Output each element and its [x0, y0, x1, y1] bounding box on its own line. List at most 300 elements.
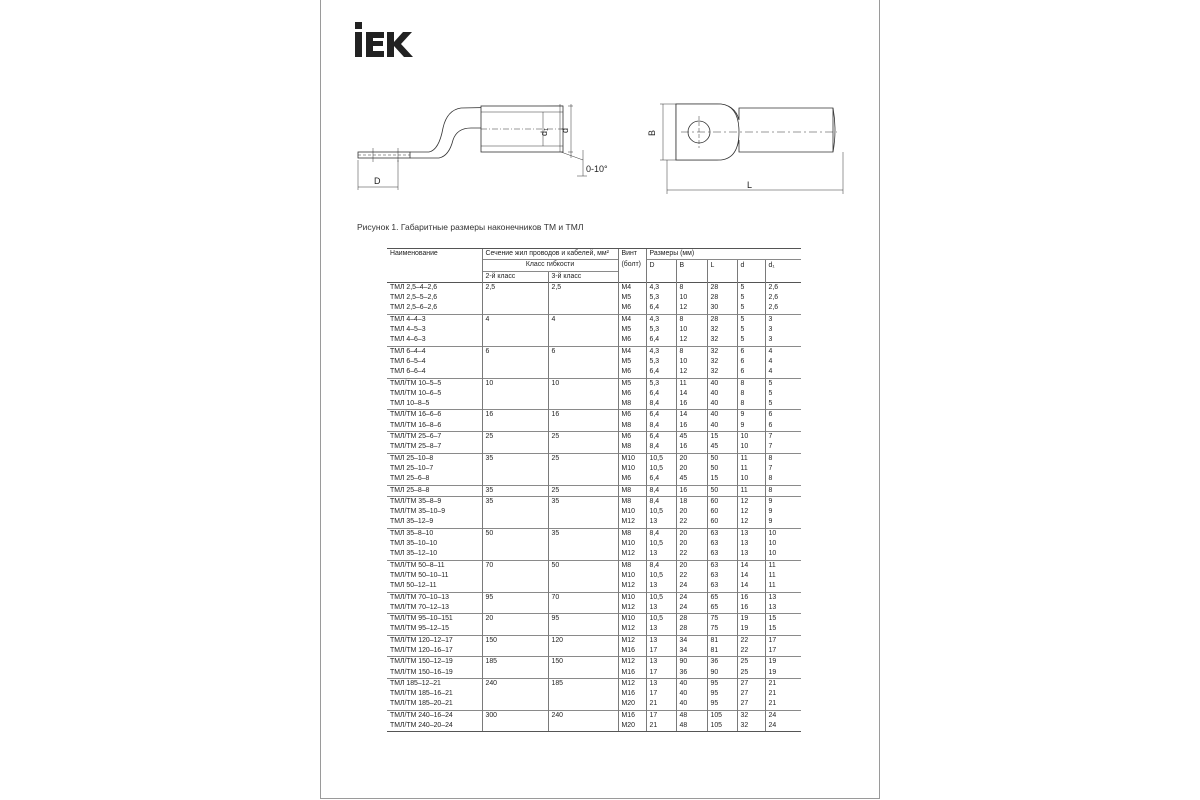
- cell-class3: [548, 624, 618, 635]
- cell-B: 40: [676, 699, 707, 710]
- cell-d1: 5: [765, 378, 801, 389]
- cell-D: 17: [646, 689, 676, 699]
- cell-class2: [482, 293, 548, 303]
- cell-D: 6,4: [646, 303, 676, 314]
- cell-screw: М8: [618, 528, 646, 539]
- cell-B: 34: [676, 635, 707, 646]
- cell-d1: 5: [765, 399, 801, 410]
- cell-D: 4,3: [646, 346, 676, 357]
- cell-class2: [482, 474, 548, 485]
- cell-name: ТМЛ/ТМ 35–10–9: [390, 508, 446, 516]
- cell-d: 27: [737, 678, 765, 689]
- cell-d: 14: [737, 581, 765, 592]
- cell-name: ТМЛ/ТМ 95–10–151: [387, 614, 482, 625]
- cell-class2: 185: [482, 657, 548, 668]
- cell-d: 32: [737, 710, 765, 721]
- cell-class2: [482, 399, 548, 410]
- cell-class3: [548, 442, 618, 453]
- cell-B: 45: [676, 432, 707, 443]
- header-name-cont2: [387, 271, 482, 282]
- cell-class2: [482, 464, 548, 474]
- cell-d: 10: [737, 432, 765, 443]
- cell-class2: 95: [482, 592, 548, 603]
- cell-class2: [482, 539, 548, 549]
- cell-name: ТМЛ/ТМ 120–12–17: [387, 635, 482, 646]
- cell-d1: 8: [765, 474, 801, 485]
- cell-name: ТМЛ 35–12–10: [390, 550, 438, 558]
- cell-L: 36: [707, 657, 737, 668]
- cell-name: ТМЛ/ТМ 150–16–19: [390, 668, 453, 676]
- cell-d: 6: [737, 357, 765, 367]
- cell-class3: [548, 303, 618, 314]
- header-class3: 3-й класс: [548, 271, 618, 282]
- table-header-row-1: [387, 249, 801, 260]
- cell-D: 8,4: [646, 421, 676, 432]
- table-row: [387, 432, 801, 443]
- cell-d: 5: [737, 325, 765, 335]
- cell-B: 14: [676, 389, 707, 399]
- cell-name: ТМЛ 2,5–5–2,6: [390, 294, 438, 302]
- cell-d1: 4: [765, 346, 801, 357]
- cell-screw: М6: [618, 389, 646, 399]
- cell-d: 19: [737, 614, 765, 625]
- cell-class2: [482, 549, 548, 560]
- cell-d1: 2,6: [765, 282, 801, 293]
- cell-class2: 35: [482, 453, 548, 464]
- table-header-row-3: [387, 271, 801, 282]
- cell-name: ТМЛ/ТМ 50–10–11: [390, 571, 449, 579]
- cell-d1: 2,6: [765, 303, 801, 314]
- cell-name: ТМЛ/ТМ 16–6–6: [387, 410, 482, 421]
- cell-class3: [548, 367, 618, 378]
- cell-screw: М12: [618, 517, 646, 528]
- cell-screw: М12: [618, 657, 646, 668]
- cell-class2: [482, 571, 548, 581]
- cell-B: 22: [676, 549, 707, 560]
- cell-d1: 10: [765, 549, 801, 560]
- cell-class3: [548, 399, 618, 410]
- header-section: Сечение жил проводов и кабелей, мм²: [482, 249, 618, 260]
- cell-D: 13: [646, 581, 676, 592]
- cell-screw: М16: [618, 710, 646, 721]
- cell-D: 6,4: [646, 432, 676, 443]
- cell-name: ТМЛ 6–6–4: [390, 368, 426, 376]
- cell-d: 12: [737, 496, 765, 507]
- cell-class2: [482, 367, 548, 378]
- cell-D: 13: [646, 678, 676, 689]
- cell-D: 4,3: [646, 314, 676, 325]
- cell-d1: 9: [765, 507, 801, 517]
- cell-B: 16: [676, 442, 707, 453]
- header-screw-cont: [618, 271, 646, 282]
- table-row: [387, 592, 801, 603]
- cell-B: 90: [676, 657, 707, 668]
- table-row: [387, 581, 801, 592]
- header-d1: d₁: [765, 260, 801, 271]
- cell-class2: [482, 507, 548, 517]
- cell-B: 48: [676, 710, 707, 721]
- cell-class2: [482, 357, 548, 367]
- cell-class3: 4: [548, 314, 618, 325]
- cell-class3: 70: [548, 592, 618, 603]
- cell-L: 50: [707, 453, 737, 464]
- cell-D: 8,4: [646, 560, 676, 571]
- table-row: [387, 421, 801, 432]
- cell-L: 81: [707, 635, 737, 646]
- cell-name: ТМЛ/ТМ 70–10–13: [387, 592, 482, 603]
- cell-d: 5: [737, 303, 765, 314]
- cell-L: 40: [707, 389, 737, 399]
- table-row: [387, 571, 801, 581]
- cell-name: ТМЛ/ТМ 70–12–13: [390, 603, 449, 611]
- cell-screw: М10: [618, 539, 646, 549]
- cell-D: 10,5: [646, 464, 676, 474]
- cell-D: 10,5: [646, 571, 676, 581]
- cell-screw: М5: [618, 293, 646, 303]
- cell-screw: М10: [618, 614, 646, 625]
- cell-name: ТМЛ 10–8–5: [390, 400, 430, 408]
- cell-L: 60: [707, 496, 737, 507]
- cell-d: 13: [737, 549, 765, 560]
- cell-B: 34: [676, 646, 707, 657]
- side-label-angle: 0-10°: [586, 164, 608, 174]
- cell-D: 8,4: [646, 485, 676, 496]
- cell-D: 17: [646, 668, 676, 679]
- cell-class3: 185: [548, 678, 618, 689]
- cell-class2: 300: [482, 710, 548, 721]
- cell-class3: 25: [548, 453, 618, 464]
- cell-class3: 95: [548, 614, 618, 625]
- table-row: [387, 549, 801, 560]
- cell-B: 40: [676, 678, 707, 689]
- cell-L: 90: [707, 668, 737, 679]
- cell-name: ТМЛ/ТМ 35–8–9: [387, 496, 482, 507]
- table-row: [387, 303, 801, 314]
- cell-name: ТМЛ 25–10–8: [387, 453, 482, 464]
- cell-class2: 150: [482, 635, 548, 646]
- cell-B: 16: [676, 421, 707, 432]
- cell-d1: 10: [765, 528, 801, 539]
- cell-d: 5: [737, 293, 765, 303]
- cell-L: 75: [707, 624, 737, 635]
- cell-d1: 10: [765, 539, 801, 549]
- header-empty-d: [737, 271, 765, 282]
- table-row: [387, 603, 801, 614]
- cell-class2: [482, 335, 548, 346]
- cell-class2: 4: [482, 314, 548, 325]
- cell-L: 32: [707, 357, 737, 367]
- cell-d: 10: [737, 442, 765, 453]
- cell-B: 28: [676, 614, 707, 625]
- cell-B: 20: [676, 464, 707, 474]
- cell-d1: 7: [765, 442, 801, 453]
- cell-D: 6,4: [646, 335, 676, 346]
- cell-name: ТМЛ 35–12–9: [390, 518, 434, 526]
- cell-d: 8: [737, 378, 765, 389]
- cell-name: ТМЛ/ТМ 185–16–21: [390, 690, 453, 698]
- lug-dimension-drawings: [321, 0, 881, 215]
- cell-D: 5,3: [646, 378, 676, 389]
- cell-name: ТМЛ/ТМ 240–20–24: [387, 721, 482, 732]
- cell-class2: 20: [482, 614, 548, 625]
- cell-class2: [482, 581, 548, 592]
- cell-d: 16: [737, 592, 765, 603]
- cell-L: 95: [707, 678, 737, 689]
- cell-class2: 6: [482, 346, 548, 357]
- header-D: D: [646, 260, 676, 271]
- cell-class2: [482, 421, 548, 432]
- cell-D: 13: [646, 624, 676, 635]
- cell-d1: 13: [765, 603, 801, 614]
- cell-B: 16: [676, 399, 707, 410]
- cell-name: ТМЛ/ТМ 10–5–5: [387, 378, 482, 389]
- cell-screw: М4: [618, 282, 646, 293]
- cell-screw: М10: [618, 453, 646, 464]
- cell-screw: М4: [618, 314, 646, 325]
- cell-name: ТМЛ 4–5–3: [390, 326, 426, 334]
- header-empty-D: [646, 271, 676, 282]
- cell-screw: М8: [618, 496, 646, 507]
- cell-name: ТМЛ/ТМ 25–6–7: [387, 432, 482, 443]
- cell-B: 24: [676, 603, 707, 614]
- cell-d: 6: [737, 346, 765, 357]
- cell-name: ТМЛ/ТМ 95–12–15: [390, 625, 449, 633]
- cell-screw: М16: [618, 668, 646, 679]
- cell-class3: [548, 699, 618, 710]
- table-row: [387, 410, 801, 421]
- cell-d: 10: [737, 474, 765, 485]
- cell-screw: М6: [618, 367, 646, 378]
- table-row: [387, 517, 801, 528]
- cell-L: 105: [707, 710, 737, 721]
- cell-class3: [548, 507, 618, 517]
- cell-name: ТМЛ 2,5–4–2,6: [387, 282, 482, 293]
- cell-class3: 150: [548, 657, 618, 668]
- cell-d: 5: [737, 335, 765, 346]
- cell-class3: [548, 689, 618, 699]
- cell-d: 32: [737, 721, 765, 732]
- cell-B: 14: [676, 410, 707, 421]
- table-header-row-2: [387, 260, 801, 271]
- cell-B: 8: [676, 314, 707, 325]
- cell-d1: 3: [765, 314, 801, 325]
- cell-screw: М10: [618, 507, 646, 517]
- cell-L: 28: [707, 293, 737, 303]
- top-label-B: B: [647, 129, 657, 136]
- dimensions-table: [387, 248, 801, 732]
- cell-name: ТМЛ 35–8–10: [387, 528, 482, 539]
- cell-class2: [482, 389, 548, 399]
- table-row: [387, 293, 801, 303]
- table-row: [387, 389, 801, 399]
- cell-L: 95: [707, 689, 737, 699]
- cell-class3: 35: [548, 496, 618, 507]
- cell-screw: М6: [618, 474, 646, 485]
- cell-L: 40: [707, 399, 737, 410]
- cell-L: 81: [707, 646, 737, 657]
- cell-name: ТМЛ 4–4–3: [387, 314, 482, 325]
- cell-L: 50: [707, 464, 737, 474]
- cell-class3: [548, 517, 618, 528]
- cell-D: 8,4: [646, 442, 676, 453]
- cell-d: 11: [737, 464, 765, 474]
- cell-d: 22: [737, 635, 765, 646]
- header-B: B: [676, 260, 707, 271]
- table-row: [387, 668, 801, 679]
- cell-D: 6,4: [646, 367, 676, 378]
- cell-d1: 5: [765, 389, 801, 399]
- header-dims: Размеры (мм): [646, 249, 801, 260]
- cell-d: 11: [737, 485, 765, 496]
- cell-d1: 21: [765, 689, 801, 699]
- cell-class3: 35: [548, 528, 618, 539]
- table-row: [387, 325, 801, 335]
- cell-d: 5: [737, 282, 765, 293]
- cell-L: 65: [707, 603, 737, 614]
- table-row: [387, 367, 801, 378]
- cell-name: ТМЛ 25–10–7: [390, 464, 434, 472]
- cell-d1: 9: [765, 496, 801, 507]
- cell-name: ТМЛ 185–12–21: [387, 678, 482, 689]
- cell-B: 20: [676, 539, 707, 549]
- table-row: [387, 721, 801, 732]
- table-row: [387, 507, 801, 517]
- cell-screw: М20: [618, 721, 646, 732]
- cell-d: 12: [737, 507, 765, 517]
- cell-d: 8: [737, 399, 765, 410]
- cell-class3: [548, 549, 618, 560]
- table-row: [387, 474, 801, 485]
- cell-L: 15: [707, 474, 737, 485]
- cell-d1: 8: [765, 485, 801, 496]
- side-view-drawing: [358, 104, 587, 190]
- cell-D: 10,5: [646, 507, 676, 517]
- cell-name: ТМЛ 4–6–3: [390, 336, 426, 344]
- cell-screw: М8: [618, 560, 646, 571]
- cell-D: 8,4: [646, 399, 676, 410]
- cell-B: 24: [676, 581, 707, 592]
- cell-d: 9: [737, 421, 765, 432]
- cell-class2: [482, 699, 548, 710]
- cell-D: 21: [646, 699, 676, 710]
- cell-screw: М10: [618, 571, 646, 581]
- cell-class3: 240: [548, 710, 618, 721]
- cell-L: 32: [707, 367, 737, 378]
- table-row: [387, 335, 801, 346]
- cell-name: ТМЛ/ТМ 50–8–11: [387, 560, 482, 571]
- figure-caption: Рисунок 1. Габаритные размеры наконечников ТМ и ТМЛ: [357, 222, 584, 232]
- cell-class2: [482, 303, 548, 314]
- cell-name: ТМЛ 6–4–4: [387, 346, 482, 357]
- cell-class3: 6: [548, 346, 618, 357]
- cell-class2: 16: [482, 410, 548, 421]
- header-flex-class: Класс гибкости: [482, 260, 618, 271]
- cell-class3: [548, 721, 618, 732]
- cell-D: 10,5: [646, 453, 676, 464]
- cell-B: 10: [676, 325, 707, 335]
- cell-name: ТМЛ 25–6–8: [390, 475, 430, 483]
- header-L: L: [707, 260, 737, 271]
- cell-class2: 35: [482, 485, 548, 496]
- cell-d1: 3: [765, 335, 801, 346]
- cell-B: 20: [676, 453, 707, 464]
- table-row: [387, 496, 801, 507]
- cell-class2: 70: [482, 560, 548, 571]
- cell-L: 15: [707, 432, 737, 443]
- table-row: [387, 539, 801, 549]
- table-row: [387, 689, 801, 699]
- cell-d1: 4: [765, 357, 801, 367]
- cell-screw: М4: [618, 346, 646, 357]
- cell-D: 4,3: [646, 282, 676, 293]
- cell-B: 48: [676, 721, 707, 732]
- cell-class2: 2,5: [482, 282, 548, 293]
- cell-D: 8,4: [646, 528, 676, 539]
- header-name-cont: [387, 260, 482, 271]
- cell-D: 17: [646, 646, 676, 657]
- cell-screw: М8: [618, 399, 646, 410]
- cell-class2: 10: [482, 378, 548, 389]
- table-row: [387, 314, 801, 325]
- cell-name: ТМЛ/ТМ 16–8–6: [390, 421, 442, 429]
- cell-d1: 24: [765, 721, 801, 732]
- cell-d: 12: [737, 517, 765, 528]
- cell-D: 13: [646, 549, 676, 560]
- cell-name: ТМЛ/ТМ 185–20–21: [390, 700, 453, 708]
- cell-D: 10,5: [646, 614, 676, 625]
- cell-screw: М12: [618, 624, 646, 635]
- cell-d1: 11: [765, 581, 801, 592]
- table-row: [387, 646, 801, 657]
- table-row: [387, 528, 801, 539]
- table-row: [387, 710, 801, 721]
- cell-class2: 240: [482, 678, 548, 689]
- table-row: [387, 378, 801, 389]
- cell-B: 18: [676, 496, 707, 507]
- side-label-d1: d₁: [539, 127, 549, 136]
- header-screw-line2: (болт): [618, 260, 646, 271]
- cell-screw: М16: [618, 646, 646, 657]
- cell-D: 6,4: [646, 389, 676, 399]
- table-row: [387, 453, 801, 464]
- cell-L: 45: [707, 442, 737, 453]
- cell-L: 63: [707, 560, 737, 571]
- cell-d1: 4: [765, 367, 801, 378]
- table-row: [387, 357, 801, 367]
- cell-screw: М6: [618, 335, 646, 346]
- cell-class2: [482, 517, 548, 528]
- cell-class3: [548, 474, 618, 485]
- cell-class2: [482, 325, 548, 335]
- cell-class3: [548, 389, 618, 399]
- cell-D: 13: [646, 517, 676, 528]
- cell-D: 6,4: [646, 410, 676, 421]
- cell-class3: [548, 646, 618, 657]
- cell-L: 32: [707, 346, 737, 357]
- cell-screw: М5: [618, 378, 646, 389]
- cell-class3: [548, 335, 618, 346]
- cell-D: 13: [646, 635, 676, 646]
- cell-class3: 16: [548, 410, 618, 421]
- cell-d1: 15: [765, 614, 801, 625]
- cell-screw: М12: [618, 678, 646, 689]
- cell-d1: 9: [765, 517, 801, 528]
- header-screw: Винт: [618, 249, 646, 260]
- cell-d: 22: [737, 646, 765, 657]
- cell-B: 20: [676, 507, 707, 517]
- cell-L: 60: [707, 517, 737, 528]
- header-empty-B: [676, 271, 707, 282]
